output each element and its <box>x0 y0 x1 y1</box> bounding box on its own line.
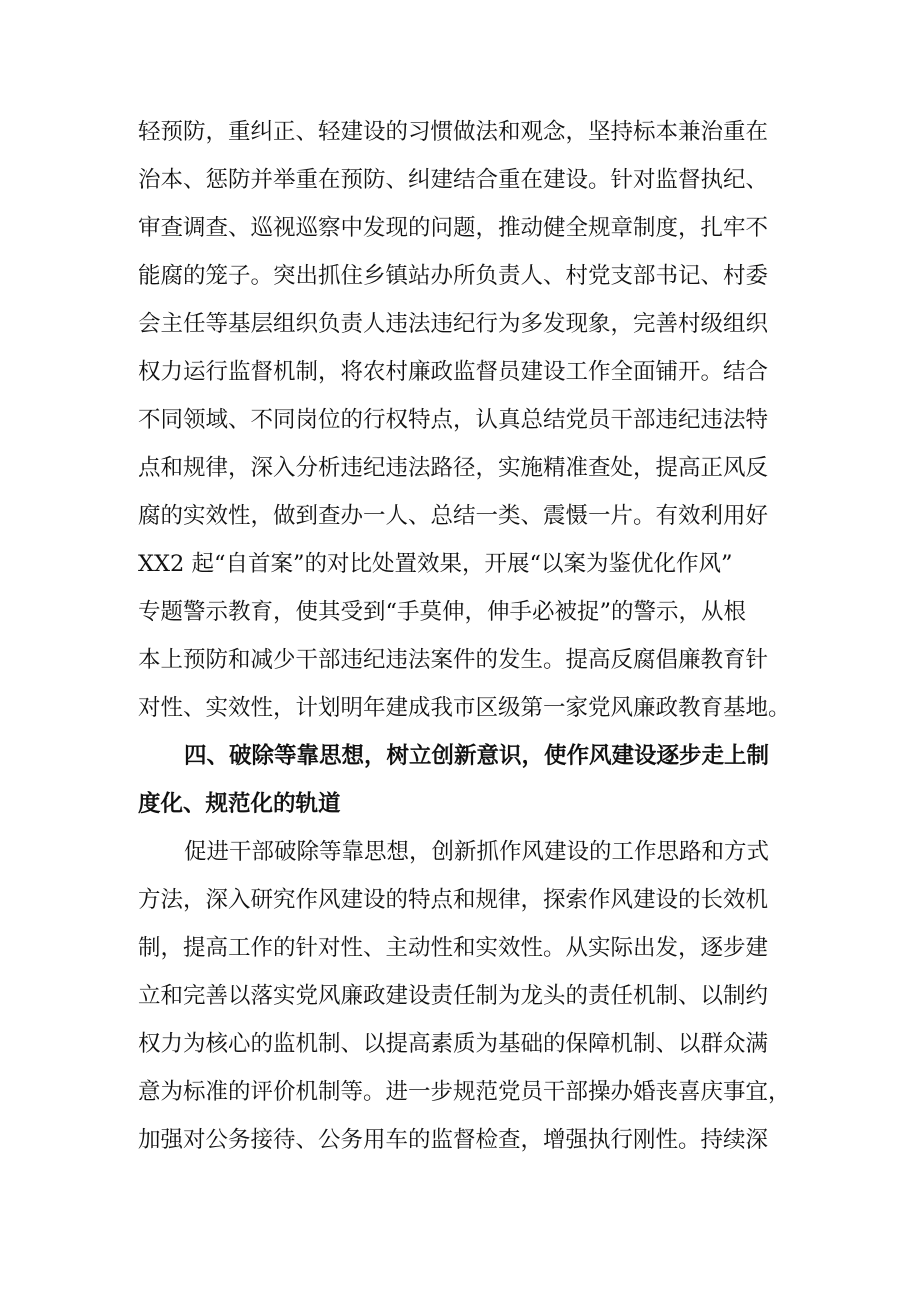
heading-line: 四、破除等靠思想，树立创新意识，使作风建设逐步走上制 <box>184 743 770 769</box>
text-line: XX2 起“自首案”的对比处置效果，开展“以案为鉴优化作风” <box>138 551 733 577</box>
text-line: 权力运行监督机制，将农村廉政监督员建设工作全面铺开。结合 <box>138 359 769 385</box>
text-line: 意为标准的评价机制等。进一步规范党员干部操办婚丧喜庆事宜， <box>138 1079 791 1105</box>
text-line: 能腐的笼子。突出抓住乡镇站办所负责人、村党支部书记、村委 <box>138 263 769 289</box>
text-line: 专题警示教育，使其受到“手莫伸，伸手必被捉”的警示，从根 <box>138 599 747 625</box>
text-line: 不同领域、不同岗位的行权特点，认真总结党员干部违纪违法特 <box>138 407 769 433</box>
text-line: 权力为核心的监机制、以提高素质为基础的保障机制、以群众满 <box>138 1031 769 1057</box>
text-line: 会主任等基层组织负责人违法违纪行为多发现象，完善村级组织 <box>138 311 769 337</box>
text-line: 轻预防，重纠正、轻建设的习惯做法和观念，坚持标本兼治重在 <box>138 119 769 145</box>
text-line: 治本、惩防并举重在预防、纠建结合重在建设。针对监督执纪、 <box>138 167 769 193</box>
text-line: 加强对公务接待、公务用车的监督检查，增强执行刚性。持续深 <box>138 1127 769 1153</box>
text-line: 本上预防和减少干部违纪违法案件的发生。提高反腐倡廉教育针 <box>138 647 769 673</box>
text-line: 腐的实效性，做到查办一人、总结一类、震慑一片。有效利用好 <box>138 503 769 529</box>
text-line: 制，提高工作的针对性、主动性和实效性。从实际出发，逐步建 <box>138 935 769 961</box>
heading-line: 度化、规范化的轨道 <box>138 791 341 817</box>
text-line: 方法，深入研究作风建设的特点和规律，探索作风建设的长效机 <box>138 887 769 913</box>
text-line: 立和完善以落实党风廉政建设责任制为龙头的责任机制、以制约 <box>138 983 769 1009</box>
text-line: 审查调查、巡视巡察中发现的问题，推动健全规章制度，扎牢不 <box>138 215 769 241</box>
text-line: 点和规律，深入分析违纪违法路径，实施精准查处，提高正风反 <box>138 455 769 481</box>
text-line: 促进干部破除等靠思想，创新抓作风建设的工作思路和方式 <box>184 839 770 865</box>
text-line: 对性、实效性，计划明年建成我市区级第一家党风廉政教育基地。 <box>138 695 791 721</box>
